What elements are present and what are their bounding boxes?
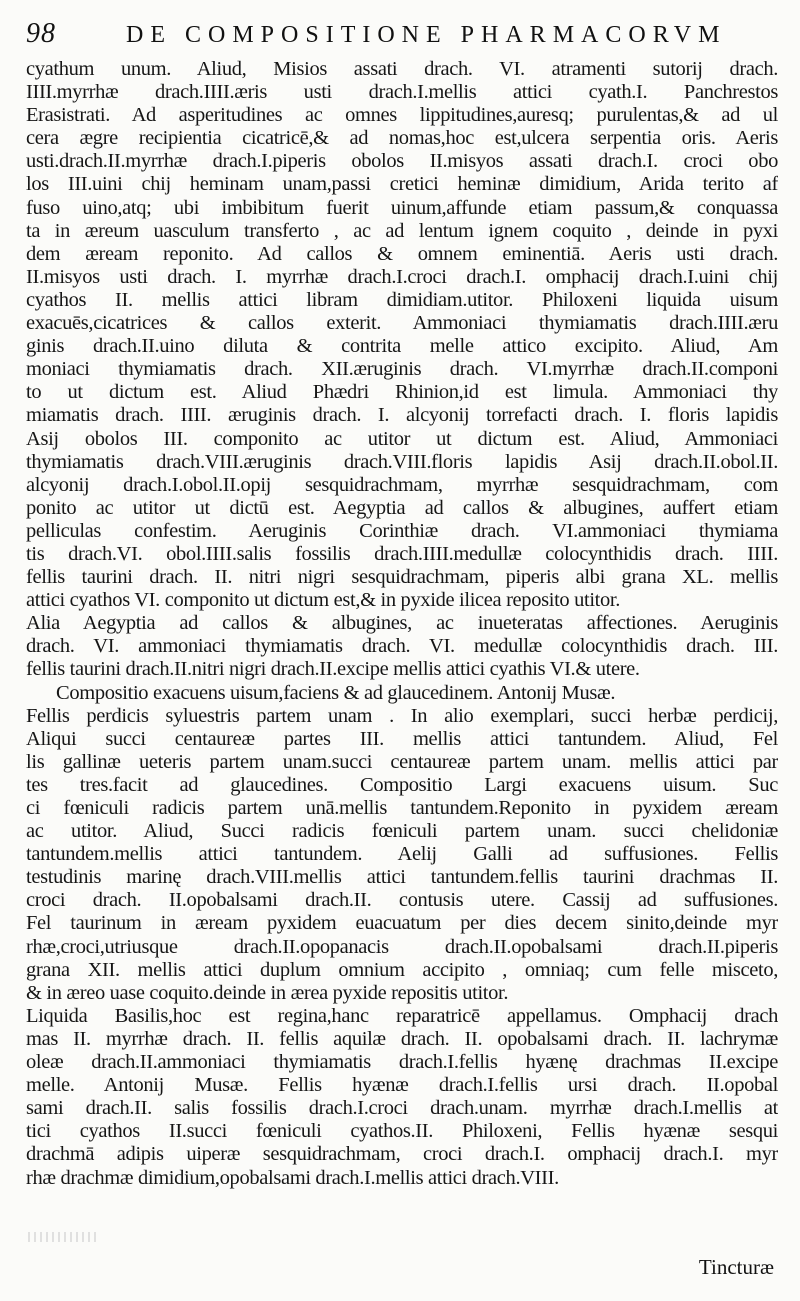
text-line: lis gallinæ ueteris partem unam.succi centaureæ partem unam. mellis attici par xyxy=(26,750,778,773)
page-header xyxy=(26,14,776,54)
text-line: ponito ac utitor ut dictū est. Aegyptia ad callos & albugines, auffert etiam xyxy=(26,496,778,519)
catchword: Tincturæ xyxy=(698,1255,774,1279)
text-line: Fel taurinum in æream pyxidem euacuatum per dies decem sinito,deinde myr xyxy=(26,912,778,935)
text-line: los III.uini chij heminam unam,passi cretici heminæ dimidium, Arida terito af xyxy=(26,173,778,196)
text-line: ac utitor. Aliud, Succi radicis fœniculi partem unam. succi chelidoniæ xyxy=(26,820,778,843)
text-line: II.misyos usti drach. I. myrrhæ drach.I.croci drach.I. omphacij drach.I.uini chij xyxy=(26,265,778,288)
text-line: cyathos II. mellis attici libram dimidiam.utitor. Philoxeni liquida uisum xyxy=(26,288,778,311)
text-line: ta in æreum uasculum transferto , ac ad lentum ignem coquito , deinde in pyxi xyxy=(26,219,778,242)
text-line: dem æream reponito. Ad callos & omnem eminentiā. Aeris usti drach. xyxy=(26,242,778,265)
text-line: Compositio exacuens uisum,faciens & ad glaucedinem. Antonij Musæ. xyxy=(56,681,616,704)
text-line: rhæ drachmæ dimidium,opobalsami drach.I.mellis attici drach.VIII. xyxy=(26,1166,559,1189)
text-line: fellis taurini drach.II.nitri nigri drach.II.excipe mellis attici cyathis VI.& utere. xyxy=(26,658,640,681)
ink-smudge xyxy=(28,1232,98,1242)
running-title: DE COMPOSITIONE PHARMACORVM xyxy=(126,22,727,48)
text-line: Erasistrati. Ad asperitudines ac omnes lippitudines,auresq; purulentas,& ad ul xyxy=(26,104,778,127)
text-line: Alia Aegyptia ad callos & albugines, ac inueteratas affectiones. Aeruginis xyxy=(26,612,778,635)
text-line: to ut dictum est. Aliud Phædri Rhinion,id est limula. Ammoniaci thy xyxy=(26,381,778,404)
text-line: sami drach.II. salis fossilis drach.I.croci drach.unam. myrrhæ drach.I.mellis at xyxy=(26,1097,778,1120)
text-line: ginis drach.II.uino diluta & contrita melle attico excipito. Aliud, Am xyxy=(26,335,778,358)
text-line: drachmā adipis uiperæ sesquidrachmam, croci drach.I. omphacij drach.I. myr xyxy=(26,1143,778,1166)
text-line: ci fœniculi radicis partem unā.mellis tantundem.Reponito in pyxidem æream xyxy=(26,797,778,819)
text-line: rhæ,croci,utriusque drach.II.opopanacis drach.II.opobalsami drach.II.piperis xyxy=(26,935,778,958)
text-line: & in æreo uase coquito.deinde in ærea pyxide repositis utitor. xyxy=(26,981,509,1004)
text-line: tici cyathos II.succi fœniculi cyathos.II. Philoxeni, Fellis hyænæ sesqui xyxy=(26,1120,778,1143)
body-text xyxy=(26,58,778,1190)
text-line: tes tres.facit ad glaucedines. Compositio Largi exacuens uisum. Suc xyxy=(26,773,778,796)
text-line: fuso uino,atq; ubi imbibitum fuerit uinum,affunde etiam passum,& conquassa xyxy=(26,196,778,219)
text-line: Asij obolos III. componito ac utitor ut dictum est. Aliud, Ammoniaci xyxy=(26,427,778,450)
page-number: 98 xyxy=(26,18,56,49)
text-line: cera ægre recipientia cicatricē,& ad nomas,hoc est,ulcera serpentia oris. Aeris xyxy=(26,127,778,150)
text-line: attici cyathos VI. componito ut dictum est,& in pyxide ilicea reposito utitor. xyxy=(26,589,621,612)
text-line: fellis taurini drach. II. nitri nigri sesquidrachmam, piperis albi grana XL. mellis xyxy=(26,566,778,589)
text-line: oleæ drach.II.ammoniaci thymiamatis drach.I.fellis hyænę drachmas II.excipe xyxy=(26,1051,778,1074)
text-line: usti.drach.II.myrrhæ drach.I.piperis obolos II.misyos assati drach.I. croci obo xyxy=(26,150,778,173)
text-line: cyathum unum. Aliud, Misios assati drach. VI. atramenti sutorij drach. xyxy=(26,58,778,80)
text-line: alcyonij drach.I.obol.II.opij sesquidrachmam, myrrhæ sesquidrachmam, com xyxy=(26,473,778,496)
text-line: croci drach. II.opobalsami drach.II. contusis utere. Cassij ad suffusiones. xyxy=(26,889,778,912)
text-line: Aliqui succi centaureæ partes III. mellis attici tantundem. Aliud, Fel xyxy=(26,727,778,750)
text-line: tantundem.mellis attici tantundem. Aelij Galli ad suffusiones. Fellis xyxy=(26,843,778,866)
text-line: pelliculas confestim. Aeruginis Corinthiæ drach. VI.ammoniaci thymiama xyxy=(26,519,778,542)
text-line: exacuēs,cicatrices & callos exterit. Ammoniaci thymiamatis drach.IIII.æru xyxy=(26,312,778,335)
text-line: grana XII. mellis attici duplum omnium accipito , omniaq; cum felle misceto, xyxy=(26,958,778,981)
text-line: mas II. myrrhæ drach. II. fellis aquilæ drach. II. opobalsami drach. II. lachrymæ xyxy=(26,1027,778,1050)
text-line: tis drach.VI. obol.IIII.salis fossilis drach.IIII.medullæ colocynthidis drach. IIII. xyxy=(26,542,778,565)
text-line: drach. VI. ammoniaci thymiamatis drach. VI. medullæ colocynthidis drach. III. xyxy=(26,635,778,658)
text-line: testudinis marinę drach.VIII.mellis attici tantundem.fellis taurini drachmas II. xyxy=(26,866,778,889)
text-line: Liquida Basilis,hoc est regina,hanc reparatricē appellamus. Omphacij drach xyxy=(26,1004,778,1027)
text-line: moniaci thymiamatis drach. XII.æruginis drach. VI.myrrhæ drach.II.componi xyxy=(26,358,778,381)
text-line: IIII.myrrhæ drach.IIII.æris usti drach.I.mellis attici cyath.I. Panchrestos xyxy=(26,81,778,104)
text-line: thymiamatis drach.VIII.æruginis drach.VIII.floris lapidis Asij drach.II.obol.II. xyxy=(26,450,778,473)
text-line: miamatis drach. IIII. æruginis drach. I. alcyonij torrefacti drach. I. floris lapidis xyxy=(26,404,778,427)
text-line: melle. Antonij Musæ. Fellis hyænæ drach.I.fellis ursi drach. II.opobal xyxy=(26,1074,778,1097)
text-line: Fellis perdicis syluestris partem unam . In alio exemplari, succi herbæ perdicij, xyxy=(26,704,778,727)
